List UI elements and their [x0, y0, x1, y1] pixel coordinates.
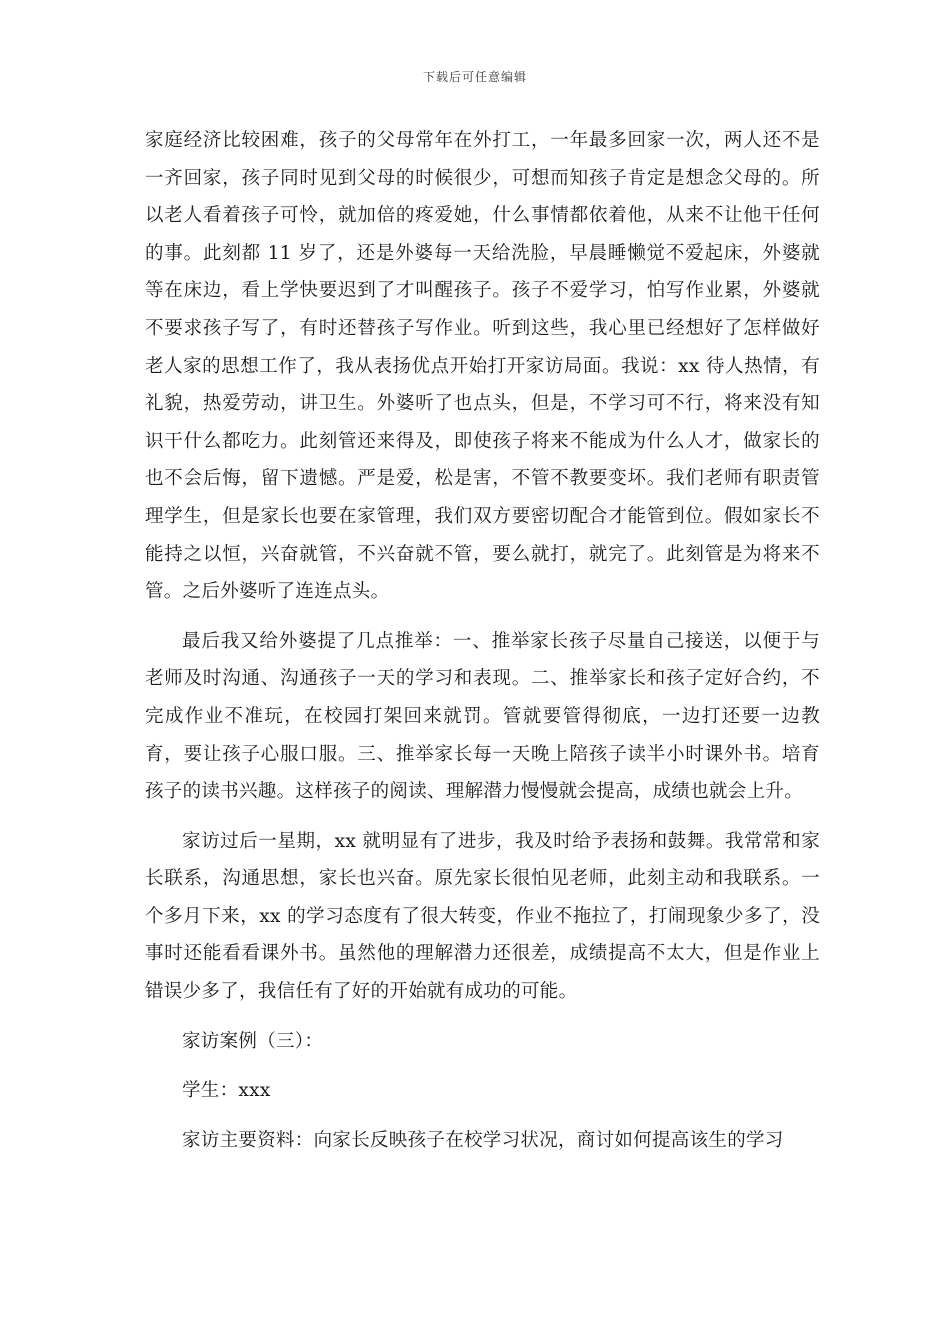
page-header: 下载后可任意编辑	[422, 70, 527, 84]
paragraph-family-situation: 家庭经济比较困难，孩子的父母常年在外打工，一年最多回家一次，两人还不是一齐回家，孩子同时见到父母的时候很少，可想而知孩子肯定是想念父母的。所以老人看着孩子可怜，就加倍的疼爱她，什么事情都依着他，从来不让他干任何的事。此刻都 11 岁了，还是外婆每一天给洗脸，早晨睡懒觉不爱起床，外婆就等在床边，看上学快要迟到了才叫醒孩子。孩子不爱学习，怕写作业累，外婆就不要求孩子写了，有时还替孩子写作业。听到这些，我心里已经想好了怎样做好老人家的思想工作了，我从表扬优点开始打开家访局面。我说：xx 待人热情，有礼貌，热爱劳动，讲卫生。外婆听了也点头，但是，不学习可不行，将来没有知识干什么都吃力。此刻管还来得及，即使孩子将来不能成为什么人才，做家长的也不会后悔，留下遗憾。严是爱，松是害，不管不教要变坏。我们老师有职责管理学生，但是家长也要在家管理，我们双方要密切配合才能管到位。假如家长不能持之以恒，兴奋就管，不兴奋就不管，要么就打，就完了。此刻管是为将来不管。之后外婆听了连连点头。	[145, 130, 820, 603]
document-body	[145, 122, 820, 1159]
student-label: 学生：xxx	[182, 1080, 271, 1102]
case-heading: 家访案例（三）：	[182, 1030, 324, 1052]
visit-main-content: 家访主要资料：向家长反映孩子在校学习状况，商讨如何提高该生的学习	[182, 1129, 784, 1151]
paragraph-progress: 家访过后一星期，xx 就明显有了进步，我及时给予表扬和鼓舞。我常常和家长联系，沟通思想，家长也兴奋。原先家长很怕见老师，此刻主动和我联系。一个多月下来，xx 的学习态度有了很大转变，作业不拖拉了，打闹现象少多了，没事时还能看看课外书。虽然他的理解潜力还很差，成绩提高不太大，但是作业上错误少多了，我信任有了好的开始就有成功的可能。	[145, 830, 820, 1003]
paragraph-suggestions: 最后我又给外婆提了几点推举：一、推举家长孩子尽量自己接送，以便于与老师及时沟通、沟通孩子一天的学习和表现。二、推举家长和孩子定好合约，不完成作业不准玩，在校园打架回来就罚。管就要管得彻底，一边打还要一边教育，要让孩子心服口服。三、推举家长每一天晚上陪孩子读半小时课外书。培育孩子的读书兴趣。这样孩子的阅读、理解潜力慢慢就会提高，成绩也就会上升。	[145, 630, 820, 803]
